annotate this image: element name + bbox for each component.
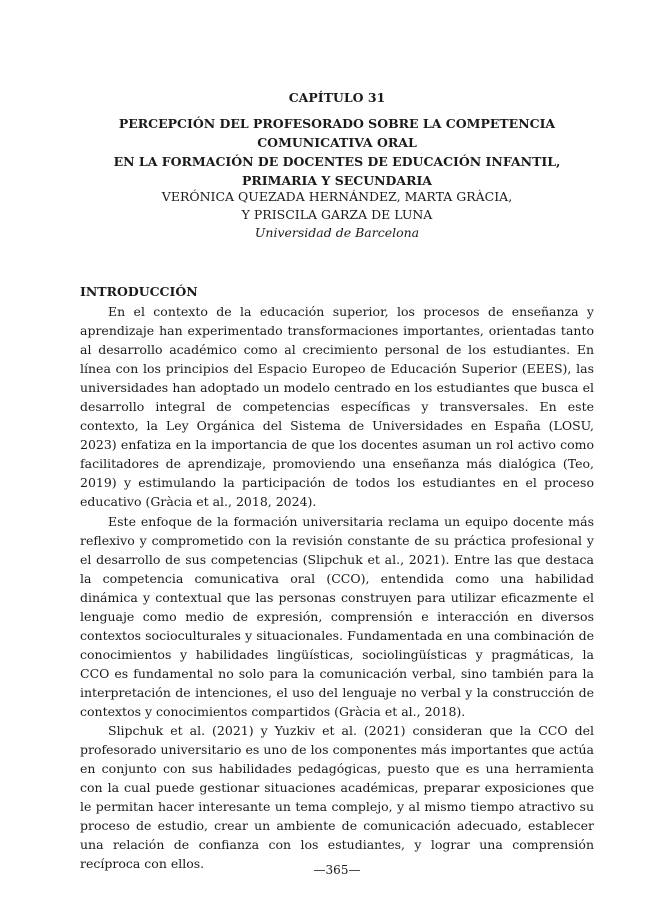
chapter-title-line-2: EN LA FORMACIÓN DE DOCENTES DE EDUCACIÓN INFANTIL, <box>113 154 561 169</box>
page-number: —365— <box>313 863 361 877</box>
chapter-title <box>80 114 594 190</box>
author-block <box>80 188 594 242</box>
section-heading: INTRODUCCIÓN <box>80 284 198 299</box>
chapter-title-line-3: PRIMARIA Y SECUNDARIA <box>241 173 433 188</box>
authors-line-1: VERÓNICA QUEZADA HERNÁNDEZ, MARTA GRÀCIA, <box>161 189 513 204</box>
paragraph-1: En el contexto de la educación superior, los procesos de enseñanza y aprendizaje han experimentado transformaciones importantes, orientadas tanto al desarrollo académico como al crecimiento personal de los estudiantes. En línea con los principios del Espacio Europeo de Educación Superior (EEES), las universidades han adoptado un modelo centrado en los estudiantes que busca el desarrollo integral de competencias específicas y transversales. En este contexto, la Ley Orgánica del Sistema de Universidades en España (LOSU, 2023) enfatiza en la importancia de que los docentes asuman un rol activo como facilitadores de aprendizaje, promoviendo una enseñanza más dialógica (Teo, 2019) y estimulando la participación de todos los estudiantes en el proceso educativo (Gràcia et al., 2018, 2024). <box>80 304 594 510</box>
chapter-title-line-1: PERCEPCIÓN DEL PROFESORADO SOBRE LA COMPETENCIA COMUNICATIVA ORAL <box>118 116 556 150</box>
affiliation: Universidad de Barcelona <box>254 225 420 240</box>
body-text <box>80 302 594 873</box>
paragraph-2: Este enfoque de la formación universitaria reclama un equipo docente más reflexivo y comprometido con la revisión constante de su práctica profesional y el desarrollo de sus competencias (Slipchuk et al., 2021). Entre las que destaca la competencia comunicativa oral (CCO), entendida como una habilidad dinámica y contextual que las personas construyen para utilizar eficazmente el lenguaje como medio de expresión, comprensión e interacción en diversos contextos socioculturales y situacionales. Fundamentada en una combinación de conocimientos y habilidades lingüísticas, sociolingüísticas y pragmáticas, la CCO es fundamental no solo para la comunicación verbal, sino también para la interpretación de intenciones, el uso del lenguaje no verbal y la construcción de contextos y conocimientos compartidos (Gràcia et al., 2018). <box>80 513 594 719</box>
document-page <box>80 0 594 918</box>
chapter-label: CAPÍTULO 31 <box>288 90 386 105</box>
paragraph-3: Slipchuk et al. (2021) y Yuzkiv et al. (2021) consideran que la CCO del profesorado universitario es uno de los componentes más importantes que actúa en conjunto con sus habilidades pedagógicas, puesto que es una herramienta con la cual puede gestionar situaciones académicas, preparar exposiciones que le permitan hacer interesante un tema complejo, y al mismo tiempo atractivo su proceso de estudio, crear un ambiente de comunicación adecuado, establecer una relación de confianza con los estudiantes, y lograr una comprensión recíproca con ellos. <box>80 723 594 872</box>
authors-line-2: Y PRISCILA GARZA DE LUNA <box>241 207 433 222</box>
